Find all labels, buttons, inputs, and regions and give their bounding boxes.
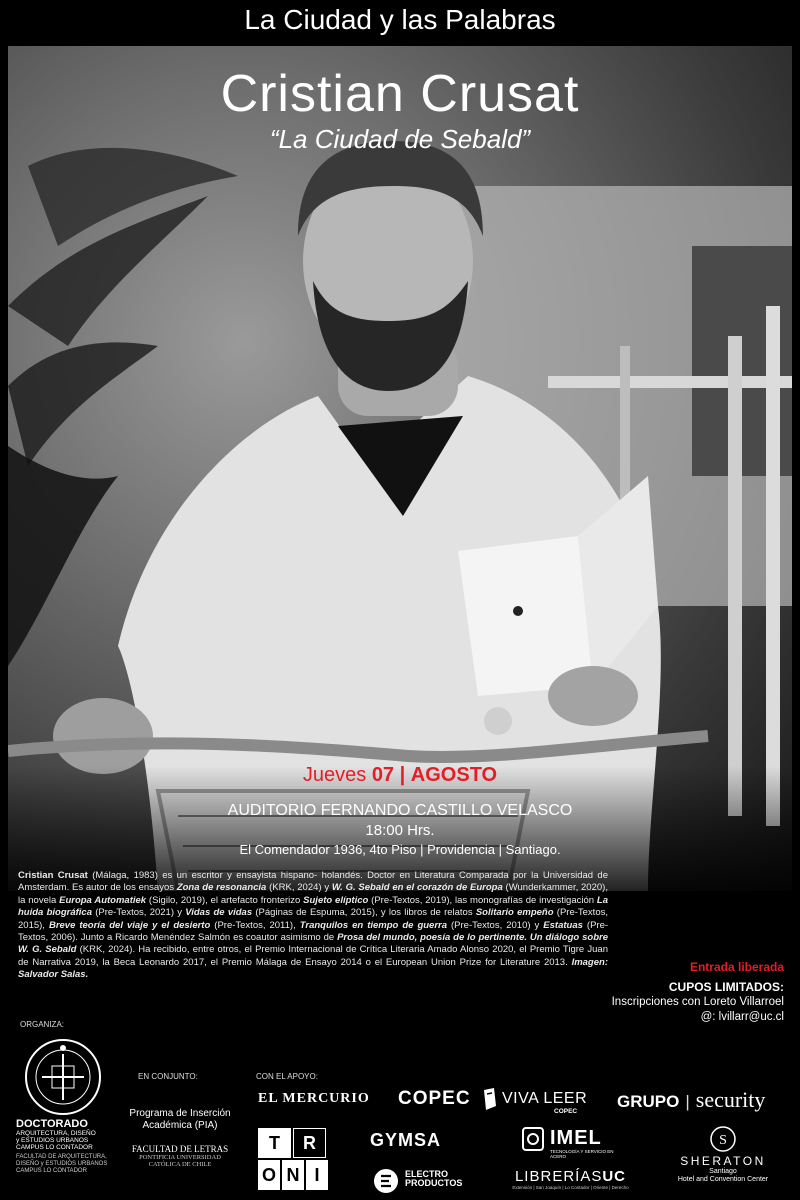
bio-title: Breve teoría del viaje y el desierto <box>48 919 211 931</box>
bio-title: Solitario empeño <box>475 907 554 919</box>
bio-title: Europa Automatiek <box>59 894 147 906</box>
copec-logo: COPEC <box>398 1088 471 1109</box>
viva-leer-text: VIVA LEER <box>502 1090 588 1107</box>
grupo-security-logo <box>617 1087 765 1113</box>
doctorado-title: DOCTORADO <box>16 1118 88 1130</box>
sheraton-logo <box>668 1126 778 1184</box>
bio-text: (Málaga, 1983) es un escritor y ensayista hispano- holandés. Doctor en Literatura Comparada por la Universidad de Amsterdam. Es autor de los ensayos <box>18 870 608 894</box>
bio-text: (Sigilo, 2019), el artefacto fronterizo <box>146 894 304 906</box>
troni-logo <box>258 1128 328 1192</box>
grupo-bar: | <box>685 1092 690 1111</box>
event-day: Jueves <box>302 764 367 786</box>
bio-title: Estatuas <box>543 919 583 931</box>
librerias-uc-logo <box>508 1168 633 1190</box>
bio-title: Vidas de vidas <box>185 907 253 919</box>
grupo-text: GRUPO <box>617 1092 680 1111</box>
faculty-line3: CAMPUS LO CONTADOR <box>16 1168 87 1174</box>
event-address: El Comendador 1936, 4to Piso | Providencia | Santiago. <box>239 842 561 857</box>
letras-line1: FACULTAD DE LETRAS <box>131 1144 229 1154</box>
bio-text: (Pre-Textos, 2019), las monografías de investigación <box>368 894 597 906</box>
series-title: La Ciudad y las Palabras <box>244 4 556 35</box>
book-icon <box>482 1088 498 1110</box>
letras-line2: PONTIFICIA UNIVERSIDAD <box>139 1154 221 1161</box>
sheraton-emblem-icon <box>710 1126 736 1152</box>
security-text: security <box>695 1087 766 1112</box>
electro-line2: PRODUCTOS <box>405 1178 463 1188</box>
bio-title: Sujeto elíptico <box>303 894 369 906</box>
registration-email: @: lvillarr@uc.cl <box>700 1011 784 1023</box>
bio-text: (KRK, 2024) y <box>266 882 332 894</box>
imel-logo <box>522 1127 622 1157</box>
event-month: AGOSTO <box>410 764 498 786</box>
librerias-uc-text: UC <box>602 1168 627 1185</box>
organiza-label: ORGANIZA: <box>20 1020 65 1029</box>
bio-text: (Pre-Textos, 2006). Junto a Ricardo Menéndez Salmón es coautor asimismo de <box>18 919 609 944</box>
electroproductos-logo <box>373 1168 473 1198</box>
viva-leer-logo <box>482 1088 602 1120</box>
troni-letter: I <box>306 1160 328 1190</box>
bio-text: (KRK, 2024). Ha recibido, entre otros, el Premio Internacional de Crítica Literaria Amado Alonso 2020, el Premio Tigre Juan de Narrativa 2019, la Beca Leonardo 2017, el Premio Málaga de Ensayo 2014 o el European Union Prize for Literature 2013. <box>18 944 608 968</box>
electro-icon <box>373 1168 399 1194</box>
bio-text: (Páginas de Espuma, 2015), y los libros de relatos <box>252 907 476 919</box>
pia-line2: Académica (PIA) <box>142 1120 218 1131</box>
troni-letter: R <box>293 1128 326 1158</box>
imel-text: IMEL <box>550 1127 602 1149</box>
troni-letter: N <box>282 1160 304 1190</box>
faculty-line1: FACULTAD DE ARQUITECTURA, <box>16 1154 107 1160</box>
sheraton-city: Santiago <box>709 1168 737 1175</box>
electro-line1: ELECTRO <box>405 1169 449 1179</box>
bio-text: (Pre-Textos, 2021) y <box>91 907 186 919</box>
sheraton-desc: Hotel and Convention Center <box>677 1176 769 1183</box>
el-mercurio-logo: EL MERCURIO <box>258 1091 370 1106</box>
troni-letter: T <box>258 1128 291 1158</box>
en-conjunto-label: EN CONJUNTO: <box>138 1072 198 1081</box>
event-time: 18:00 Hrs. <box>365 822 435 839</box>
speaker-name: Cristian Crusat <box>220 65 580 123</box>
doctorado-line2: y ESTUDIOS URBANOS <box>16 1137 89 1144</box>
bio-text: (Pre-Textos, 2011), <box>210 919 300 931</box>
viva-leer-sub: COPEC <box>554 1108 578 1115</box>
bio-title: W. G. Sebald en el corazón de Europa <box>331 882 503 894</box>
faculty-line2: DISEÑO y ESTUDIOS URBANOS <box>16 1161 108 1167</box>
gymsa-logo: GYMSA <box>370 1130 442 1150</box>
con-el-apoyo-label: CON EL APOYO: <box>256 1072 318 1081</box>
event-day-number: 07 <box>371 764 395 786</box>
bio-title: La huida biográfica <box>18 894 609 919</box>
bio-title: Imagen: Salvador Salas. <box>18 956 608 981</box>
doctorado-line3: CAMPUS LO CONTADOR <box>16 1144 93 1151</box>
pia-logo <box>120 1108 240 1132</box>
date-separator: | <box>399 764 406 786</box>
svg-text:S: S <box>719 1133 727 1148</box>
talk-title: “La Ciudad de Sebald” <box>269 124 531 154</box>
letras-line3: CATÓLICA DE CHILE <box>148 1161 212 1168</box>
doctorado-line1: ARQUITECTURA, DISEÑO <box>16 1130 96 1137</box>
event-venue: AUDITORIO FERNANDO CASTILLO VELASCO <box>227 802 573 819</box>
bio-title: Zona de resonancia <box>176 882 267 894</box>
registration-contact: Inscripciones con Loreto Villarroel <box>611 996 784 1008</box>
troni-letter: O <box>258 1160 280 1190</box>
imel-sub: TECNOLOGÍA Y SERVICIO EN ACERO <box>550 1149 614 1159</box>
limited-spots-label: CUPOS LIMITADOS: <box>668 980 784 994</box>
bio-text: Cristian Crusat <box>18 870 88 881</box>
free-entry-label: Entrada liberada <box>689 960 784 974</box>
doctorado-logo <box>16 1118 116 1175</box>
bio-text: (Pre-Textos, 2015), <box>18 907 608 931</box>
speaker-bio <box>18 870 608 982</box>
bio-text: (Wunderkammer, 2020), la novela <box>18 882 608 906</box>
facultad-letras-logo <box>120 1144 240 1168</box>
librerias-sub: Extensión | San Joaquín | Lo Contador | Oriente | Derecho <box>512 1185 629 1190</box>
sheraton-name: SHERATON <box>680 1154 766 1168</box>
librerias-text: LIBRERÍAS <box>514 1168 603 1185</box>
bio-text: (Pre-Textos, 2010) y <box>447 919 544 931</box>
bio-title: Tranquilos en tiempo de guerra <box>299 919 448 931</box>
bio-title: Prosa del mundo, poesía de lo pertinente. Un diálogo sobre W. G. Sebald <box>18 932 608 956</box>
university-seal-logo <box>24 1038 102 1116</box>
event-date <box>0 764 800 787</box>
imel-icon <box>522 1127 544 1151</box>
pia-line1: Programa de Inserción <box>129 1108 231 1119</box>
